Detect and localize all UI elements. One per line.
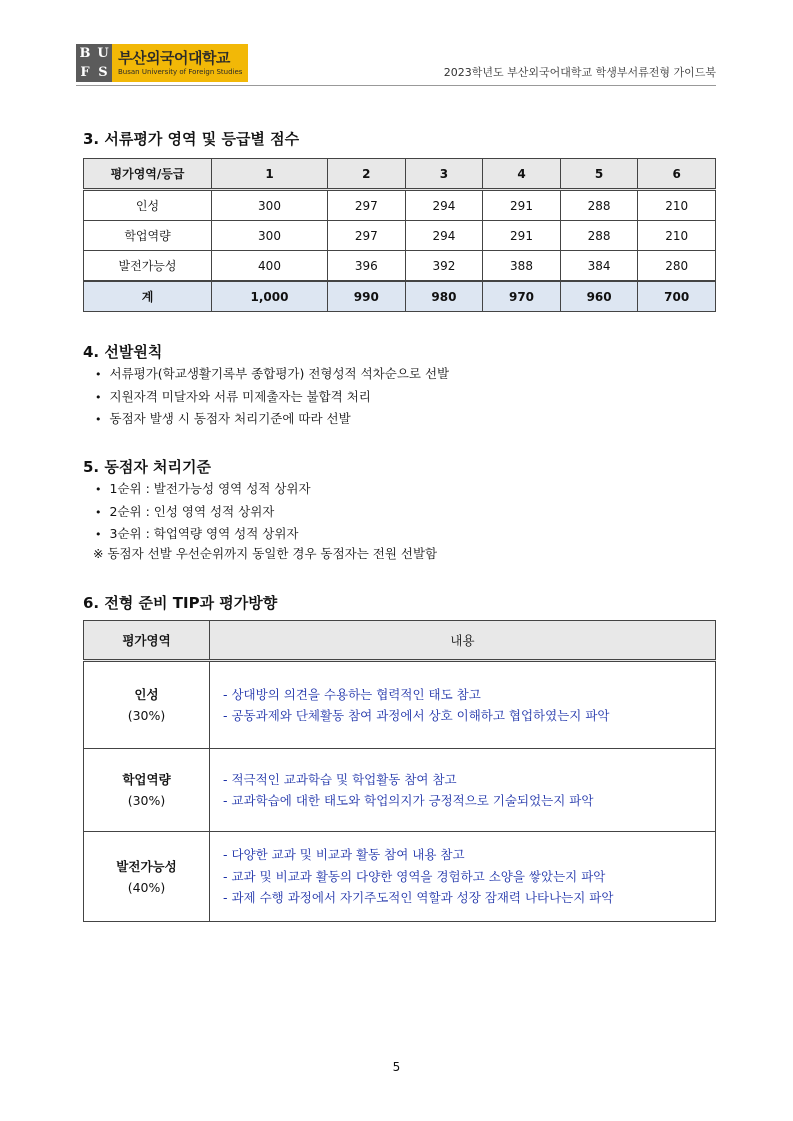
area-name: 학업역량 [122, 772, 171, 787]
content-cell [210, 749, 716, 832]
column-header: 내용 [210, 621, 716, 661]
selection-principles-list [95, 363, 449, 431]
list-item: • 지원자격 미달자와 서류 미제출자는 불합격 처리 [95, 386, 449, 409]
area-weight: (40%) [127, 879, 166, 895]
table-cell: 294 [405, 221, 483, 251]
table-cell: 297 [328, 221, 406, 251]
column-header: 6 [638, 159, 716, 190]
table-cell: 970 [483, 281, 561, 312]
table-cell: 291 [483, 190, 561, 221]
table-cell: 388 [483, 251, 561, 282]
table-cell: 280 [638, 251, 716, 282]
table-cell: 396 [328, 251, 406, 282]
row-label: 발전가능성 [84, 251, 212, 282]
table-header-row [84, 621, 716, 661]
content-line: - 다양한 교과 및 비교과 활동 참여 내용 참고 [223, 844, 715, 866]
content-cell [210, 661, 716, 749]
page-header [76, 44, 716, 84]
score-table [83, 158, 716, 312]
university-logo [76, 44, 248, 82]
table-cell: 300 [212, 190, 328, 221]
tiebreak-list [95, 478, 311, 546]
header-divider [76, 85, 716, 86]
logo-name-en: Busan University of Foreign Studies [118, 68, 243, 76]
page-number: 5 [392, 1060, 401, 1074]
content-line: - 과제 수행 과정에서 자기주도적인 역할과 성장 잠재력 나타나는지 파악 [223, 887, 715, 909]
evaluation-table [83, 620, 716, 922]
logo-letter: S [98, 65, 108, 80]
table-cell: 1,000 [212, 281, 328, 312]
logo-name: 부산외국어대학교 [118, 49, 230, 67]
area-weight: (30%) [127, 708, 166, 723]
area-cell [84, 661, 210, 749]
content-cell [210, 832, 716, 922]
table-row [84, 190, 716, 221]
row-label: 계 [84, 281, 212, 312]
section6-title: 6. 전형 준비 TIP과 평가방향 [83, 594, 278, 612]
list-item: • 동점자 발생 시 동점자 처리기준에 따라 선발 [95, 408, 449, 431]
table-cell: 288 [560, 221, 638, 251]
section5-title: 5. 동점자 처리기준 [83, 458, 212, 476]
table-row [84, 251, 716, 282]
column-header: 3 [405, 159, 483, 190]
table-cell: 400 [212, 251, 328, 282]
list-item: • 서류평가(학교생활기록부 종합평가) 전형성적 석차순으로 선발 [95, 363, 449, 386]
table-cell: 297 [328, 190, 406, 221]
table-header-row [84, 159, 716, 190]
table-cell: 210 [638, 190, 716, 221]
table-cell: 294 [405, 190, 483, 221]
content-line: - 공동과제와 단체활동 참여 과정에서 상호 이해하고 협업하였는지 파악 [223, 705, 715, 727]
logo-mark [76, 44, 112, 82]
list-item: • 1순위 : 발전가능성 영역 성적 상위자 [95, 478, 311, 501]
table-cell: 990 [328, 281, 406, 312]
row-label: 인성 [84, 190, 212, 221]
table-cell: 392 [405, 251, 483, 282]
tiebreak-note: ※ 동점자 선발 우선순위까지 동일한 경우 동점자는 전원 선발함 [93, 546, 438, 561]
table-cell: 288 [560, 190, 638, 221]
column-header: 평가영역 [84, 621, 210, 661]
area-name: 발전가능성 [116, 858, 177, 874]
logo-text [112, 44, 248, 82]
table-cell: 980 [405, 281, 483, 312]
table-cell: 300 [212, 221, 328, 251]
column-header: 2 [328, 159, 406, 190]
row-label: 학업역량 [84, 221, 212, 251]
table-cell: 700 [638, 281, 716, 312]
logo-letter: U [97, 46, 109, 61]
table-cell: 210 [638, 221, 716, 251]
column-header: 4 [483, 159, 561, 190]
logo-letter: F [80, 65, 90, 80]
table-row [84, 749, 716, 832]
section4-title: 4. 선발원칙 [83, 343, 163, 361]
area-cell [84, 749, 210, 832]
content-line: - 교과학습에 대한 태도와 학업의지가 긍정적으로 기술되었는지 파악 [223, 790, 715, 812]
total-row [84, 281, 716, 312]
list-item: • 3순위 : 학업역량 영역 성적 상위자 [95, 523, 311, 546]
content-line: - 상대방의 의견을 수용하는 협력적인 태도 참고 [223, 684, 715, 706]
column-header: 5 [560, 159, 638, 190]
area-weight: (30%) [127, 793, 166, 808]
table-cell: 960 [560, 281, 638, 312]
area-cell [84, 832, 210, 922]
table-row [84, 832, 716, 922]
logo-letter: B [79, 46, 91, 61]
table-row [84, 221, 716, 251]
table-row [84, 661, 716, 749]
column-header: 평가영역/등급 [84, 159, 212, 190]
table-cell: 384 [560, 251, 638, 282]
column-header: 1 [212, 159, 328, 190]
section3-title: 3. 서류평가 영역 및 등급별 점수 [83, 130, 300, 148]
content-line: - 적극적인 교과학습 및 학업활동 참여 참고 [223, 769, 715, 791]
list-item: • 2순위 : 인성 영역 성적 상위자 [95, 501, 311, 524]
content-line: - 교과 및 비교과 활동의 다양한 영역을 경험하고 소양을 쌓았는지 파악 [223, 866, 715, 888]
table-cell: 291 [483, 221, 561, 251]
area-name: 인성 [134, 687, 159, 702]
document-title: 2023학년도 부산외국어대학교 학생부서류전형 가이드북 [443, 66, 716, 79]
